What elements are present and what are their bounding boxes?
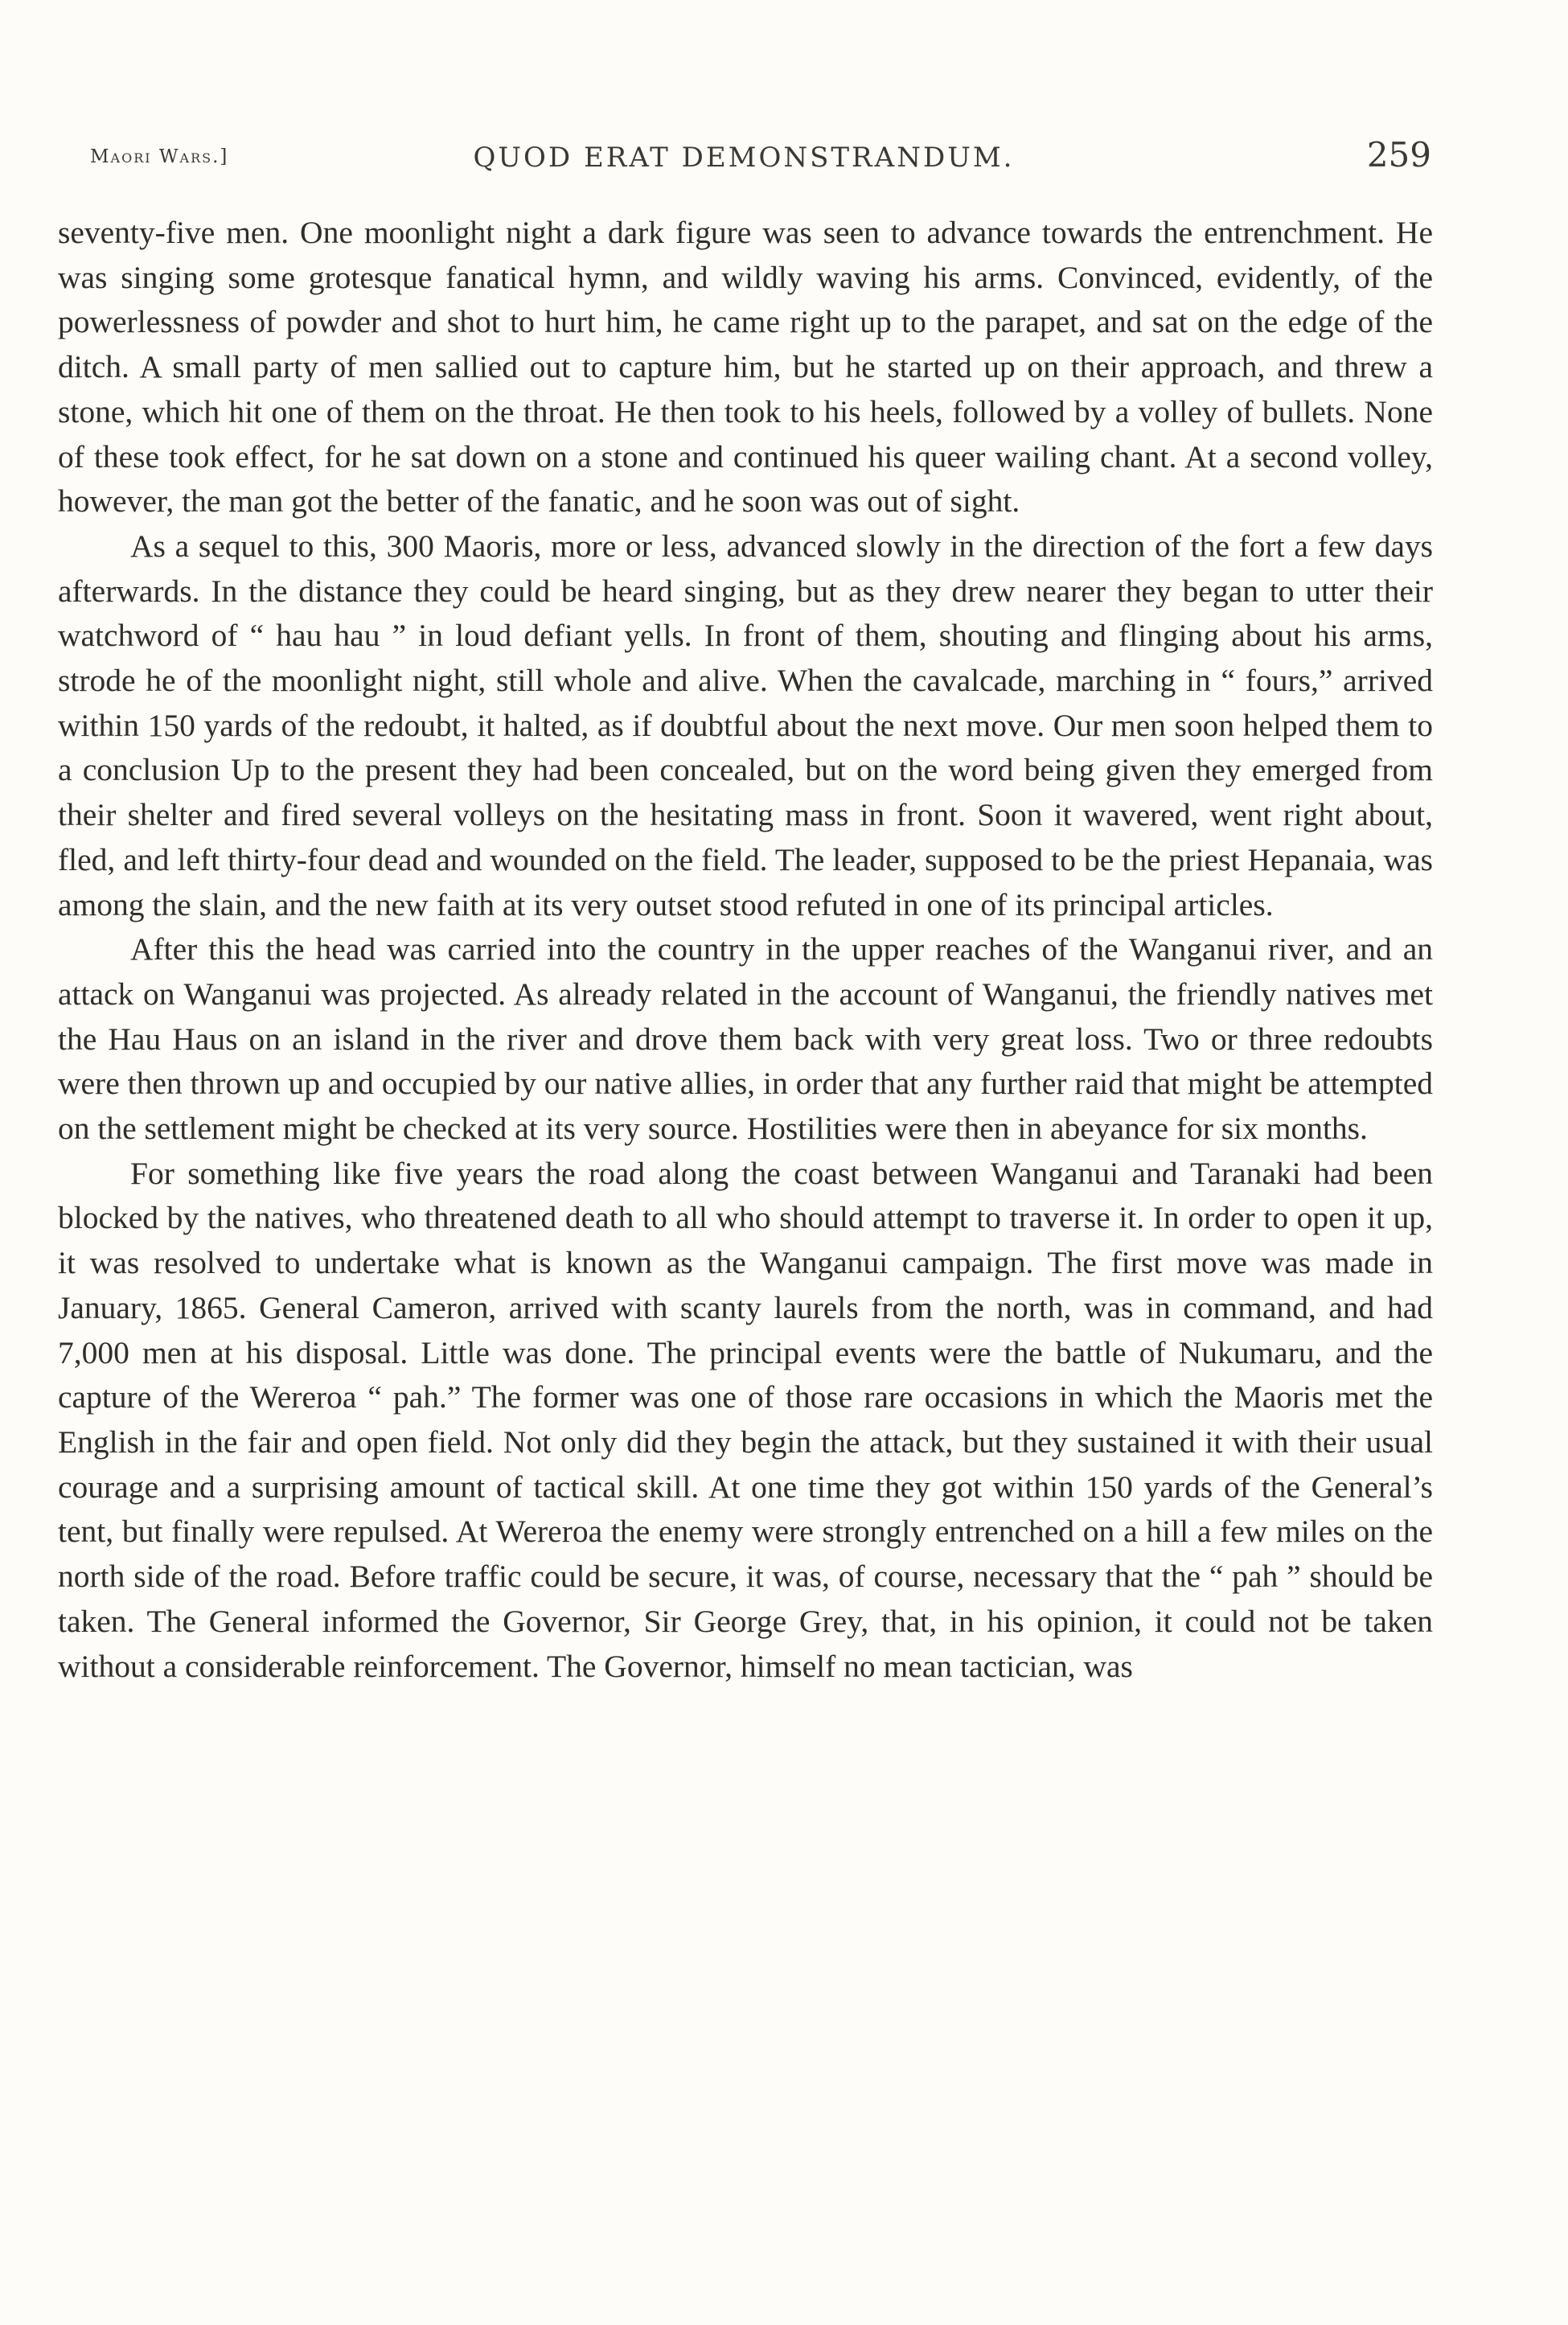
paragraph: After this the head was carried into the country in the upper reaches of the Wanganui river, and an attack on Wanganui was projected. As already related in the account of Wanganui, the friendly natives met the Hau Haus on an island in the river and drove them back with very great loss. Two or three redoubts were then thrown up and occupied by our native allies, in order that any further raid that might be attempted on the settlement might be checked at its very source. Hostilities were then in abeyance for six months. <box>58 931 1433 1147</box>
paragraph: seventy-five men. One moonlight night a dark figure was seen to advance towards the entrenchment. He was singing some grotesque fanatical hymn, and wildly waving his arms. Convinced, evidently, of the powerlessness of powder and shot to hurt him, he came right up to the parapet, and sat on the edge of the ditch. A small party of men sallied out to capture him, but he started up on their approach, and threw a stone, which hit one of them on the throat. He then took to his heels, followed by a volley of bullets. None of these took effect, for he sat down on a stone and continued his queer wailing chant. At a second volley, however, the man got the better of the fanatic, and he soon was out of sight. <box>58 215 1433 520</box>
paragraph: As a sequel to this, 300 Maoris, more or less, advanced slowly in the direction of the fort a few days afterwards. In the distance they could be heard singing, but as they drew nearer they began to utter their watchword of “ hau hau ” in loud defiant yells. In front of them, shouting and flinging about his arms, strode he of the moonlight night, still whole and alive. When the cavalcade, marching in “ fours,” arrived within 150 yards of the redoubt, it halted, as if doubtful about the next move. Our men soon helped them to a conclusion Up to the present they had been concealed, but on the word being given they emerged from their shelter and fired several volleys on the hesitating mass in front. Soon it wavered, went right about, fled, and left thirty-four dead and wounded on the field. The leader, supposed to be the priest Hepanaia, was among the slain, and the new faith at its very outset stood refuted in one of its principal articles. <box>58 528 1433 922</box>
running-head-section: Maori Wars.] <box>90 146 229 167</box>
running-head-title: QUOD ERAT DEMONSTRANDUM. <box>473 142 1015 174</box>
page-number: 259 <box>1366 135 1431 175</box>
paragraph: For something like five years the road along the coast between Wanganui and Taranaki had been blocked by the natives, who threatened death to all who should attempt to traverse it. In order to open it up, it was resolved to undertake what is known as the Wanganui campaign. The first move was made in January, 1865. General Cameron, arrived with scanty laurels from the north, was in command, and had 7,000 men at his disposal. Little was done. The principal events were the battle of Nukumaru, and the capture of the Wereroa “ pah.” The former was one of those rare occasions in which the Maoris met the English in the fair and open field. Not only did they begin the attack, but they sustained it with their usual courage and a surprising amount of tactical skill. At one time they got within 150 yards of the General’s tent, but finally were repulsed. At Wereroa the enemy were strongly entrenched on a hill a few miles on the north side of the road. Before traffic could be secure, it was, of course, necessary that the “ pah ” should be taken. The General informed the Governor, Sir George Grey, that, in his opinion, it could not be taken without a considerable reinforcement. The Governor, himself no mean tactician, was <box>58 1155 1433 1684</box>
running-head <box>56 135 1431 183</box>
body-text <box>58 211 1433 1689</box>
